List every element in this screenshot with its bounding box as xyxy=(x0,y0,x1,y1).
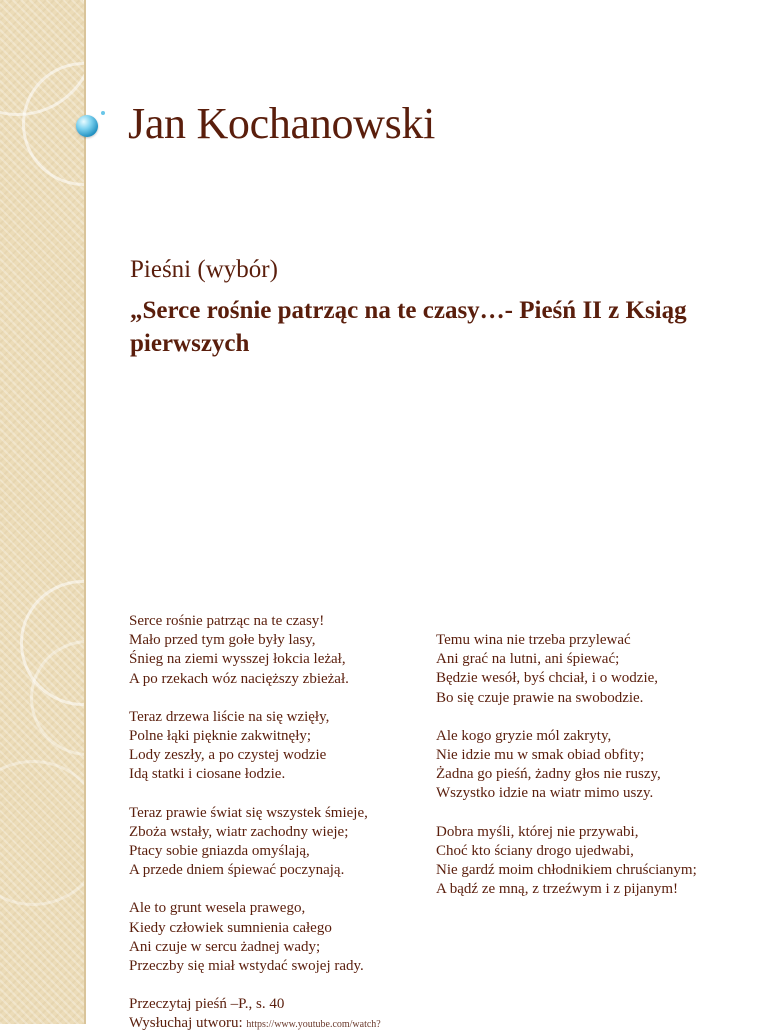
poem-line: Będzie wesół, byś chciał, i o wodzie, xyxy=(436,670,659,687)
poem-line: Ani czuje w sercu żadnej wady; xyxy=(129,938,321,955)
poem-heading: „Serce rośnie patrząc na te czasy…- Pieśń II z Ksiąg pierwszych xyxy=(130,297,687,357)
poem-line: Choć kto ściany drogo ujedwabi, xyxy=(436,842,634,859)
poem-line: Przeczby się miał wstydać swojej rady. xyxy=(129,958,364,975)
poem-line: Śnieg na ziemi wysszej łokcia leżał, xyxy=(129,651,346,668)
poem-stanza xyxy=(436,823,746,900)
poem-line: Teraz prawie świat się wszystek śmieje, xyxy=(129,804,368,821)
poem-stanza xyxy=(129,804,429,881)
poem-line: Kiedy człowiek sumnienia całego xyxy=(129,919,332,936)
poem-stanza xyxy=(436,727,746,804)
blue-dot-icon xyxy=(101,111,105,115)
poem-line: Ale to grunt wesela prawego, xyxy=(129,900,306,917)
poem-line: Lody zeszły, a po czystej wodzie xyxy=(129,747,327,764)
listen-link[interactable]: https://www.youtube.com/watch? xyxy=(246,1019,381,1031)
poem-line: Zboża wstały, wiatr zachodny wieje; xyxy=(129,823,349,840)
poem-line: Nie gardź moim chłodnikiem chruścianym; xyxy=(436,862,697,879)
poem-line: Żadna go pieśń, żadny głos nie ruszy, xyxy=(436,766,661,783)
poem-stanza xyxy=(436,631,746,708)
strip-edge-divider xyxy=(84,0,86,1024)
poem-line: Serce rośnie patrząc na te czasy! xyxy=(129,613,325,629)
poem-line: Ale kogo gryzie mól zakryty, xyxy=(436,727,612,744)
poem-line: Dobra myśli, której nie przywabi, xyxy=(436,823,639,840)
poem-line: Ptacy sobie gniazda omyślają, xyxy=(129,843,310,860)
poem-stanza xyxy=(129,708,429,785)
poem-column-right xyxy=(436,631,746,918)
listen-label: Wysłuchaj utworu: xyxy=(129,1015,243,1032)
decorative-side-strip xyxy=(0,0,84,1024)
poem-stanza xyxy=(129,612,429,689)
poem-line: Teraz drzewa liście na się wzięły, xyxy=(129,708,330,725)
poem-line: A bądź ze mną, z trzeźwym i z pijanym! xyxy=(436,881,678,898)
poem-line: Idą statki i ciosane łodzie. xyxy=(129,766,286,783)
poem-stanza xyxy=(129,899,429,976)
poem-line: A przede dniem śpiewać poczynają. xyxy=(129,862,345,879)
poem-line: Wszystko idzie na wiatr mimo uszy. xyxy=(436,785,654,802)
poem-column-left xyxy=(129,612,429,995)
listen-line xyxy=(129,1014,381,1034)
read-note: Przeczytaj pieśń –P., s. 40 xyxy=(129,996,285,1012)
poem-line: A po rzekach wóz nacięższy zbieżał. xyxy=(129,670,349,687)
blue-bullet-orb-icon xyxy=(76,115,98,137)
poem-line: Ani grać na lutni, ani śpiewać; xyxy=(436,651,620,668)
poem-line: Bo się czuje prawie na swobodzie. xyxy=(436,689,644,706)
poem-line: Temu wina nie trzeba przylewać xyxy=(436,632,631,648)
poem-line: Polne łąki pięknie zakwitnęły; xyxy=(129,728,312,745)
slide-subtitle: Pieśni (wybór) xyxy=(130,256,278,283)
poem-line: Nie idzie mu w smak obiad obfity; xyxy=(436,747,645,764)
decorative-ring xyxy=(0,760,84,906)
slide-footer xyxy=(129,995,381,1034)
slide-title: Jan Kochanowski xyxy=(128,99,436,148)
poem-line: Mało przed tym gołe były lasy, xyxy=(129,632,316,649)
